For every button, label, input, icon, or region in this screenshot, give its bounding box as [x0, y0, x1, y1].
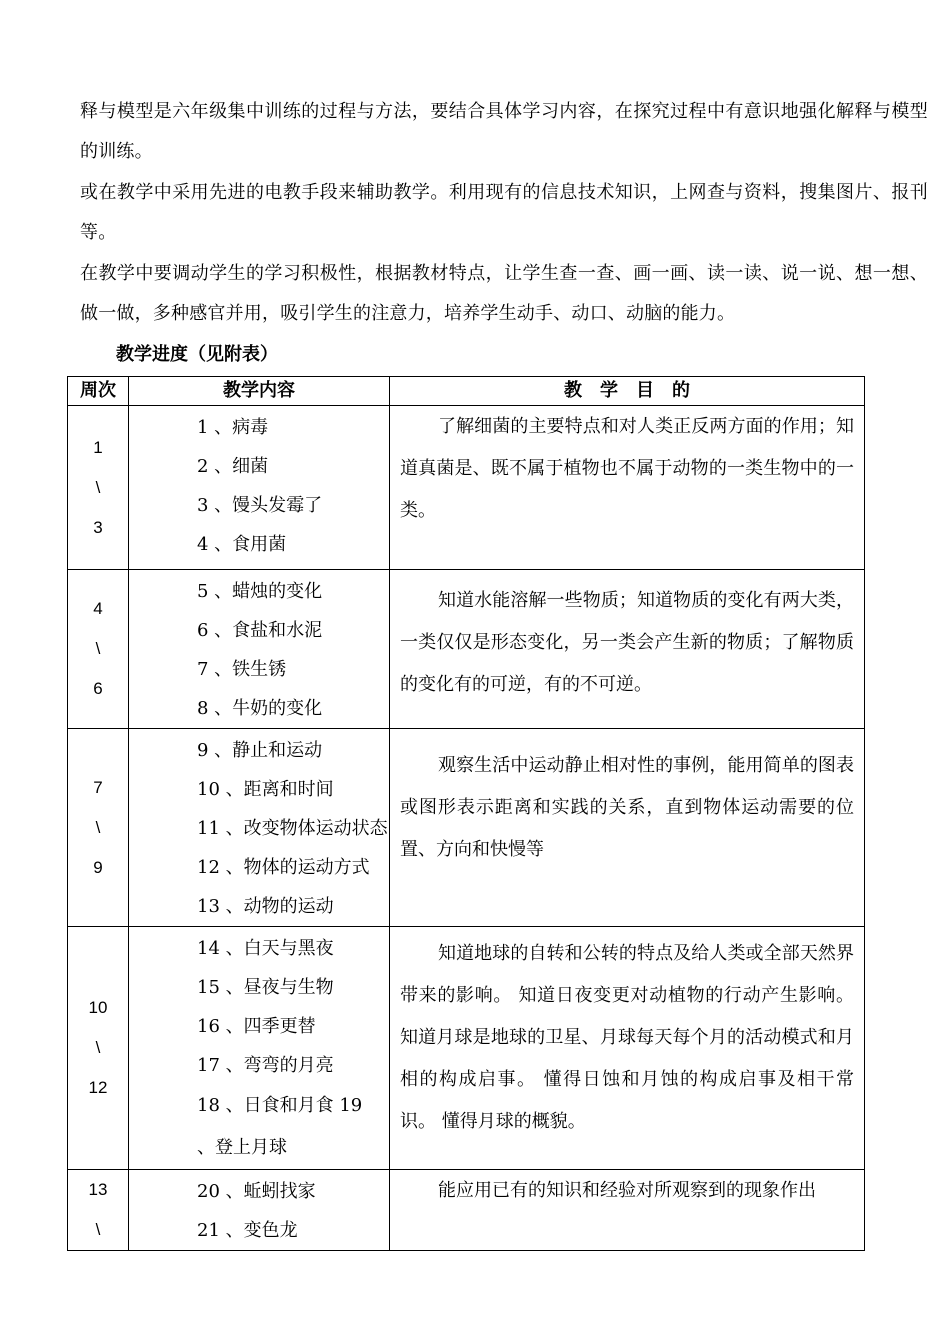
- topic-item: 4 、食用菌: [197, 534, 287, 555]
- table-row: [68, 406, 865, 570]
- week-start: 4: [93, 599, 103, 618]
- week-separator: \: [95, 1038, 101, 1057]
- body-paragraph-3: 在教学中要调动学生的学习积极性，根据教材特点，让学生查一查、画一画、读一读、说一说、想一想、做一做，多种感官并用，吸引学生的注意力，培养学生动手、动口、动脑的能力。: [80, 263, 928, 324]
- goal-cell: 了解细菌的主要特点和对人类正反两方面的作用；知道真菌是、既不属于植物也不属于动物的一类生物中的一类。: [390, 406, 865, 570]
- topic-item: 12 、物体的运动方式: [197, 857, 370, 878]
- topic-item: 14 、白天与黑夜: [197, 938, 334, 959]
- topic-item: 18 、日食和月食 19 、登上月球: [197, 1095, 363, 1158]
- goal-cell: 观察生活中运动静止相对性的事例，能用简单的图表或图形表示距离和实践的关系，直到物体运动需要的位置、方向和快慢等: [390, 729, 865, 927]
- topic-item: 20 、蚯蚓找家: [197, 1181, 316, 1202]
- week-end: 9: [93, 857, 103, 877]
- topic-item: 5 、蜡烛的变化: [197, 581, 323, 602]
- topic-item: 10 、距离和时间: [197, 779, 334, 800]
- topic-item: 8 、牛奶的变化: [197, 698, 323, 719]
- table-header-row: [68, 377, 865, 406]
- week-separator: \: [95, 1220, 101, 1239]
- week-separator: \: [95, 817, 101, 837]
- topic-item: 16 、四季更替: [197, 1016, 316, 1037]
- topic-item: 13 、动物的运动: [197, 896, 334, 917]
- table-row: [68, 1170, 865, 1251]
- topics-cell: [129, 406, 390, 570]
- week-start: 13: [88, 1180, 108, 1199]
- topic-item: 3 、馒头发霉了: [197, 495, 323, 516]
- week-cell: [68, 406, 129, 570]
- week-separator: \: [95, 639, 101, 658]
- week-end: 12: [88, 1078, 108, 1097]
- week-start: 1: [93, 437, 103, 457]
- week-end: 6: [93, 679, 103, 698]
- week-end: 3: [93, 517, 103, 537]
- topic-item: 17 、弯弯的月亮: [197, 1055, 334, 1076]
- week-start: 10: [88, 998, 108, 1017]
- week-cell: [68, 570, 129, 729]
- header-week: 周次: [68, 377, 129, 406]
- body-paragraph-1: 释与模型是六年级集中训练的过程与方法，要结合具体学习内容，在探究过程中有意识地强化解释与模型的训练。: [80, 101, 928, 162]
- topic-item: 1 、病毒: [197, 417, 269, 438]
- topic-item: 21 、变色龙: [197, 1220, 298, 1241]
- topics-cell: [129, 570, 390, 729]
- table-row: [68, 729, 865, 927]
- topic-item: 6 、食盐和水泥: [197, 620, 323, 641]
- topics-cell: [129, 927, 390, 1170]
- topics-cell: [129, 729, 390, 927]
- topic-item: 7 、铁生锈: [197, 659, 287, 680]
- week-start: 7: [93, 777, 103, 797]
- goal-cell: 能应用已有的知识和经验对所观察到的现象作出: [390, 1170, 865, 1251]
- topic-item: 2 、细菌: [197, 456, 269, 477]
- topic-item: 9 、静止和运动: [197, 740, 323, 761]
- body-paragraph-2: 或在教学中采用先进的电教手段来辅助教学。利用现有的信息技术知识，上网查与资料，搜集图片、报刊等。: [80, 182, 928, 243]
- week-cell: [68, 927, 129, 1170]
- week-cell: [68, 729, 129, 927]
- week-separator: \: [95, 477, 101, 497]
- section-heading: 教学进度（见附表）: [116, 344, 278, 365]
- table-row: [68, 927, 865, 1170]
- goal-cell: 知道水能溶解一些物质；知道物质的变化有两大类，一类仅仅是形态变化，另一类会产生新的物质；了解物质的变化有的可逆，有的不可逆。: [390, 570, 865, 729]
- header-content: 教学内容: [129, 377, 390, 406]
- topic-item: 11 、改变物体运动状态: [197, 818, 388, 839]
- topic-item: 15 、昼夜与生物: [197, 977, 334, 998]
- topics-cell: [129, 1170, 390, 1251]
- table-row: [68, 570, 865, 729]
- header-purpose: 教 学 目 的: [390, 377, 865, 406]
- week-cell: [68, 1170, 129, 1251]
- goal-cell: 知道地球的自转和公转的特点及给人类或全部天然界带来的影响。 知道日夜变更对动植物的行动产生影响。知道月球是地球的卫星、月球每天每个月的活动模式和月相的构成启事。 懂得日蚀和月蚀的构成启事及相干常识。 懂得月球的概貌。: [390, 927, 865, 1170]
- teaching-schedule-table: [67, 376, 865, 1251]
